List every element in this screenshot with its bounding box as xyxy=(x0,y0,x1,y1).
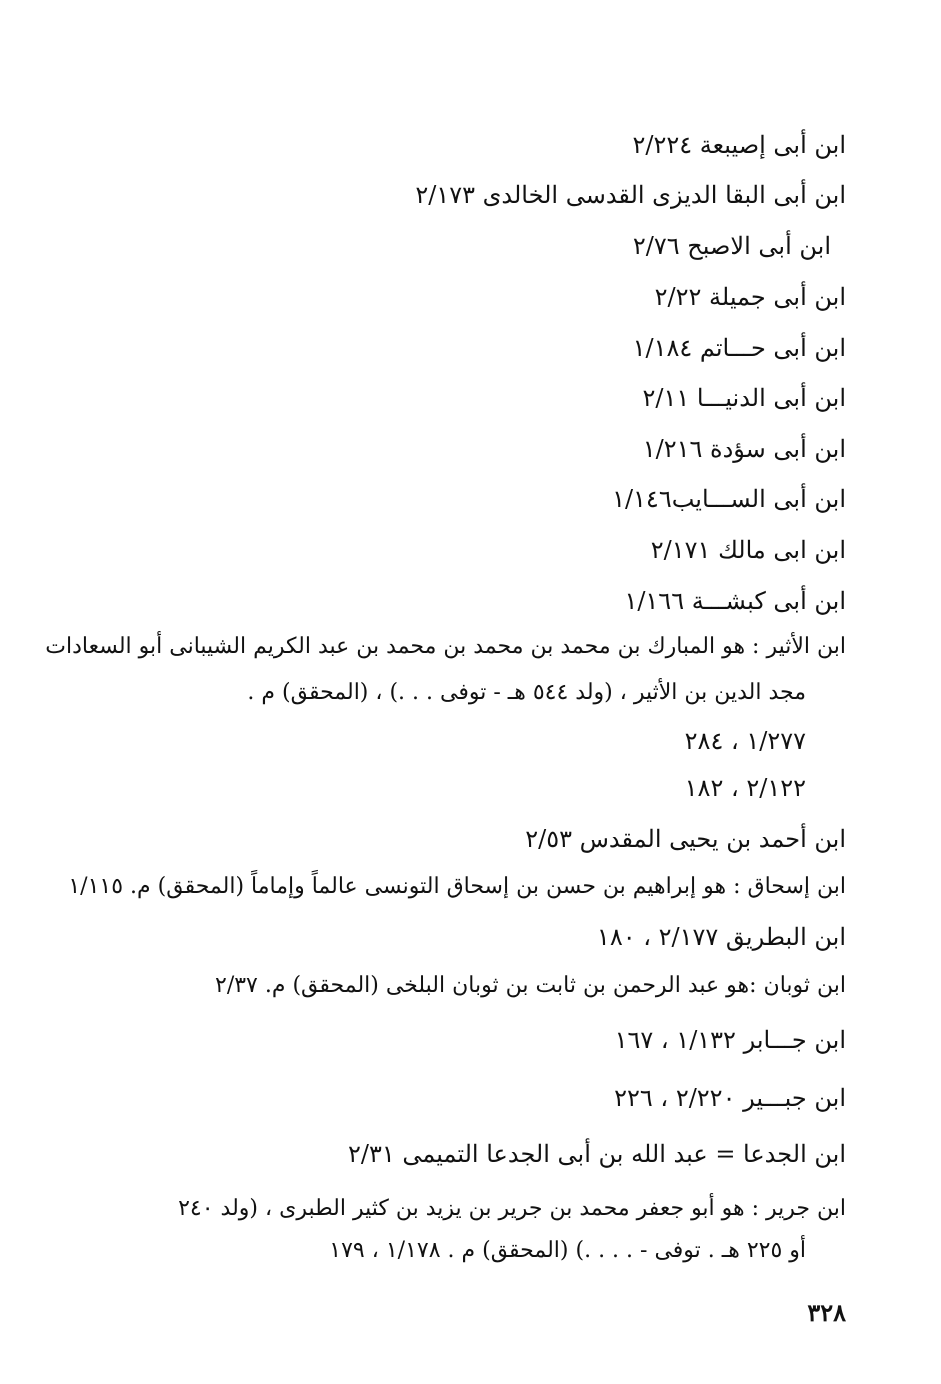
index-entry: ابن أبى حـــاتم ١/١٨٤ xyxy=(632,334,846,362)
index-entry-continuation: ١/٢٧٧ ، ٢٨٤ xyxy=(684,727,806,755)
index-entry: ابن الأثير : هو المبارك بن محمد بن محمد بن محمد بن عبد الكريم الشيبانى أبو السعادات xyxy=(45,634,846,659)
index-entry: ابن إسحاق : هو إبراهيم بن حسن بن إسحاق التونسى عالماً وإماماً (المحقق) م. ١/١١٥ xyxy=(68,874,846,899)
index-entry: ابن ابى مالك ٢/١٧١ xyxy=(650,536,846,564)
index-entry: ابن أحمد بن يحيى المقدس ٢/٥٣ xyxy=(525,825,846,853)
index-entry-continuation: أو ٢٢٥ هـ . توفى - . . . .) (المحقق) م . ١/١٧٨ ، ١٧٩ xyxy=(329,1238,806,1263)
index-entry: ابن أبى جميلة ٢/٢٢ xyxy=(654,283,846,311)
index-entry: ابن ثوبان :هو عبد الرحمن بن ثابت بن ثوبان البلخى (المحقق) م. ٢/٣٧ xyxy=(215,973,846,998)
index-entry: ابن أبى الدنيـــا ٢/١١ xyxy=(642,384,846,412)
index-entry: ابن أبى سؤدة ١/٢١٦ xyxy=(642,435,846,463)
index-entry: ابن جـــابر ١/١٣٢ ، ١٦٧ xyxy=(614,1026,846,1054)
index-entry: ابن أبى كبشـــة ١/١٦٦ xyxy=(624,587,846,615)
index-entry: ابن البطريق ٢/١٧٧ ، ١٨٠ xyxy=(596,923,846,951)
index-entry: ابن جرير : هو أبو جعفر محمد بن جرير بن يزيد بن كثير الطبرى ، (ولد ٢٤٠ xyxy=(178,1196,846,1221)
index-entry: ابن أبى الســـايب١/١٤٦ xyxy=(612,485,846,513)
index-entry: ابن الجدعا = عبد الله بن أبى الجدعا التميمى ٢/٣١ xyxy=(347,1140,846,1168)
index-entry: ابن أبى البقا الديزى القدسى الخالدى ٢/١٧٣ xyxy=(415,181,846,209)
index-entry: ابن أبى إصيبعة ٢/٢٢٤ xyxy=(632,131,846,159)
index-entry-continuation: مجد الدين بن الأثير ، (ولد ٥٤٤ هـ - توفى . . .) ، (المحقق) م . xyxy=(247,680,806,705)
index-entry: ابن جبـــير ٢/٢٢٠ ، ٢٢٦ xyxy=(614,1084,846,1112)
index-entry-continuation: ٢/١٢٢ ، ١٨٢ xyxy=(684,774,806,802)
index-entry: ابن أبى الاصبح ٢/٧٦ xyxy=(632,232,831,260)
page-number: ٣٢٨ xyxy=(807,1298,846,1327)
